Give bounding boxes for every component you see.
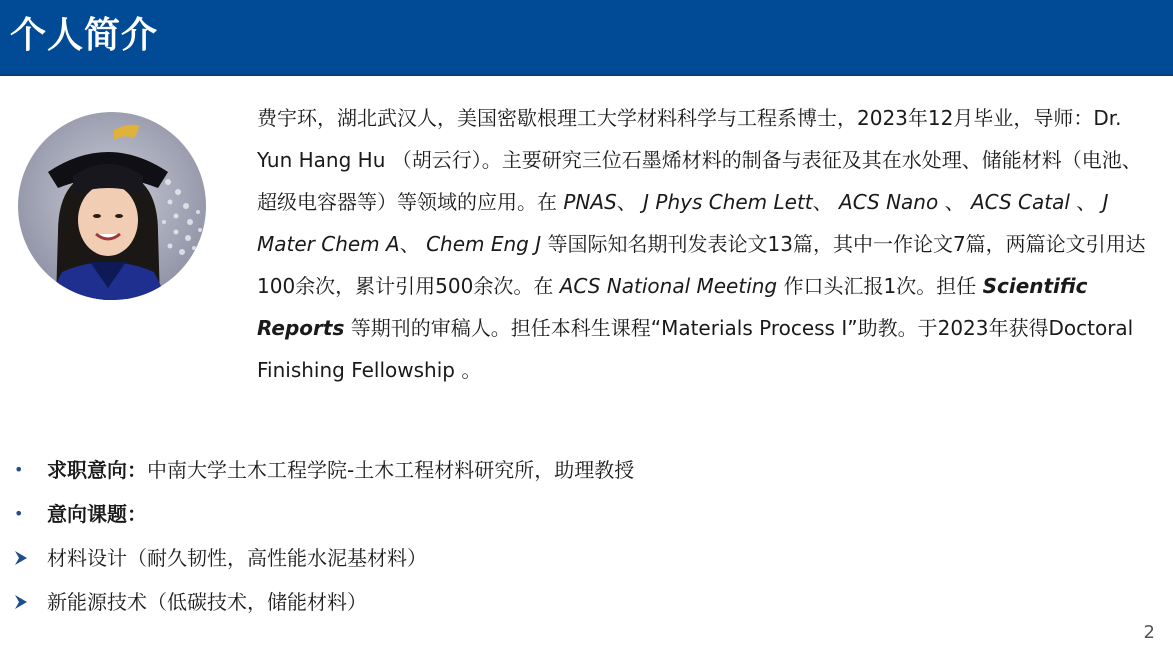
- topics-label: 意向课题：: [47, 502, 147, 526]
- separator: 、: [399, 232, 420, 256]
- journal-cej: Chem Eng J: [426, 232, 542, 256]
- list-item-topic: [12, 580, 1112, 624]
- bio-text: 等国际知名期刊发表论文13篇，其中一作论文7篇，两篇论文引用达100余次，累计引用500余次。在: [257, 232, 1146, 298]
- journal-pnas: PNAS: [563, 190, 617, 214]
- separator: 、: [616, 190, 637, 214]
- page-title: 个人简介: [10, 15, 159, 56]
- bullet-dot-icon: •: [14, 504, 24, 523]
- avatar: [18, 112, 206, 300]
- list-item-topic: [12, 536, 1112, 580]
- meeting-name: ACS National Meeting: [559, 274, 778, 298]
- position-value: 中南大学土木工程学院-土木工程材料研究所，助理教授: [147, 458, 635, 482]
- journal-acs-catal: ACS Catal: [970, 190, 1070, 214]
- separator: 、: [944, 190, 965, 214]
- journal-jpcl: J Phys Chem Lett: [643, 190, 813, 214]
- bio-paragraph: [257, 97, 1157, 391]
- list-item-topics: [12, 492, 1112, 536]
- title-bar: [0, 0, 1173, 76]
- journal-acs-nano: ACS Nano: [839, 190, 939, 214]
- arrow-bullet-icon: [14, 550, 28, 566]
- arrow-bullet-icon: [14, 594, 28, 610]
- bio-text: 等期刊的审稿人。担任本科生课程“Materials Process I”助教。于2023年获得Doctoral Finishing Fellowship 。: [257, 316, 1134, 382]
- topic-text: 新能源技术（低碳技术，储能材料）: [47, 590, 367, 614]
- separator: 、: [812, 190, 833, 214]
- journal-sci-rep: Scientific Reports: [257, 274, 1088, 340]
- topic-text: 材料设计（耐久韧性，高性能水泥基材料）: [47, 546, 427, 570]
- details-list: [12, 448, 1112, 624]
- list-item-position: [12, 448, 1112, 492]
- bullet-dot-icon: •: [14, 460, 24, 479]
- position-label: 求职意向：: [47, 458, 147, 482]
- bio-text: 费宇环，湖北武汉人，美国密歇根理工大学材料科学与工程系博士，2023年12月毕业，导师：Dr. Yun Hang Hu （胡云行）。主要研究三位石墨烯材料的制备与表征及其在水处理、储能材料（电池、超级电容器等）等领域的应用。在: [257, 106, 1142, 214]
- profile-photo: [18, 112, 206, 300]
- separator: 、: [1076, 190, 1097, 214]
- bio-text: 作口头汇报1次。担任: [783, 274, 977, 298]
- page-number: 2: [1143, 622, 1155, 643]
- journal-jmca: J Mater Chem A: [257, 190, 1109, 256]
